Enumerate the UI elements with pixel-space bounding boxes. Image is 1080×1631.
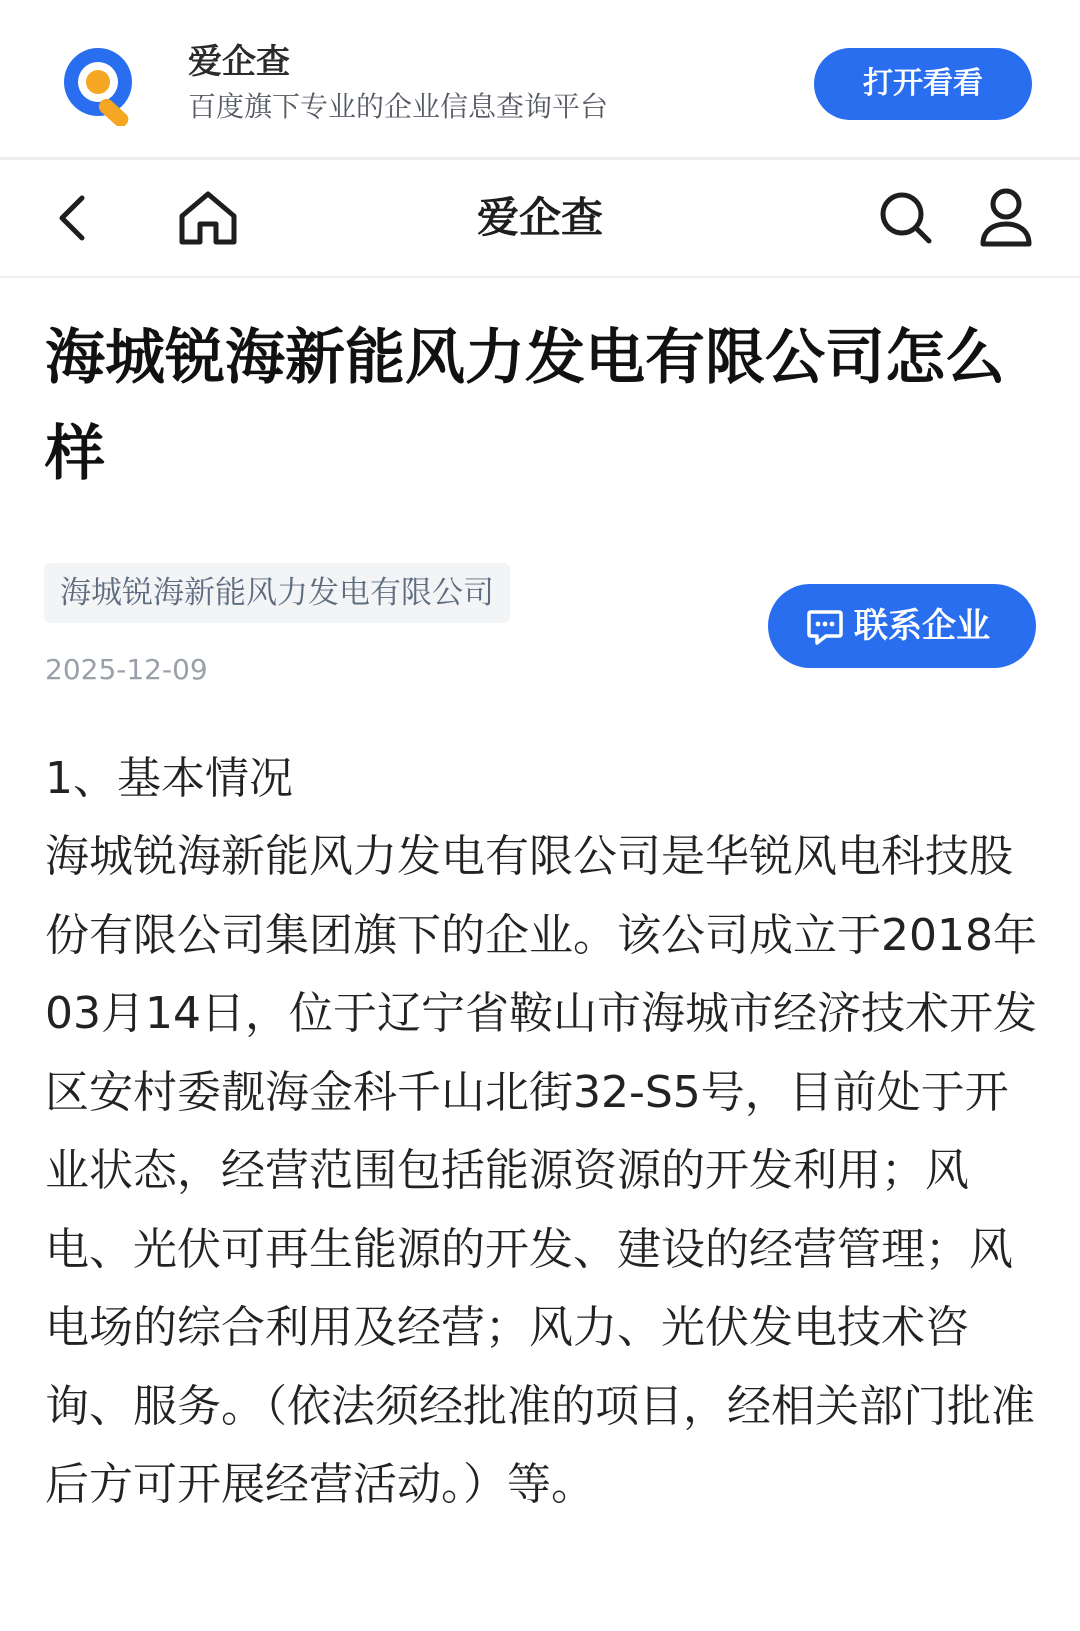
- banner-tagline: 百度旗下专业的企业信息查询平台: [188, 90, 609, 123]
- open-app-button[interactable]: 打开看看: [814, 48, 1032, 120]
- nav-bar: [0, 160, 1080, 278]
- article-body: 海城锐海新能风力发电有限公司是华锐风电科技股份有限公司集团旗下的企业。该公司成立于2018年03月14日，位于辽宁省鞍山市海城市经济技术开发区安村委靓海金科千山北街32-S5号，目前处于开业状态，经营范围包括能源资源的开发利用；风电、光伏可再生能源的开发、建设的经营管理；风电场的综合利用及经营；风力、光伏发电技术咨询、服务。（依法须经批准的项目，经相关部门批准后方可开展经营活动。）等。: [45, 831, 1037, 1510]
- search-icon[interactable]: [876, 188, 936, 248]
- home-icon[interactable]: [176, 188, 240, 248]
- back-icon[interactable]: [52, 192, 92, 244]
- publish-date: 2025-12-09: [45, 653, 208, 686]
- contact-company-button[interactable]: [768, 584, 1036, 668]
- company-tag[interactable]: 海城锐海新能风力发电有限公司: [44, 563, 510, 623]
- article-title: 海城锐海新能风力发电有限公司怎么样: [45, 323, 1005, 489]
- section-heading: 1、基本情况: [45, 753, 293, 804]
- nav-title: 爱企查: [476, 193, 603, 242]
- user-icon[interactable]: [978, 186, 1034, 248]
- aiqicha-logo-icon: [60, 44, 142, 126]
- contact-button-label: 联系企业: [854, 606, 990, 646]
- banner-app-name: 爱企查: [188, 42, 290, 82]
- chat-icon: [806, 608, 844, 646]
- app-banner: [0, 0, 1080, 160]
